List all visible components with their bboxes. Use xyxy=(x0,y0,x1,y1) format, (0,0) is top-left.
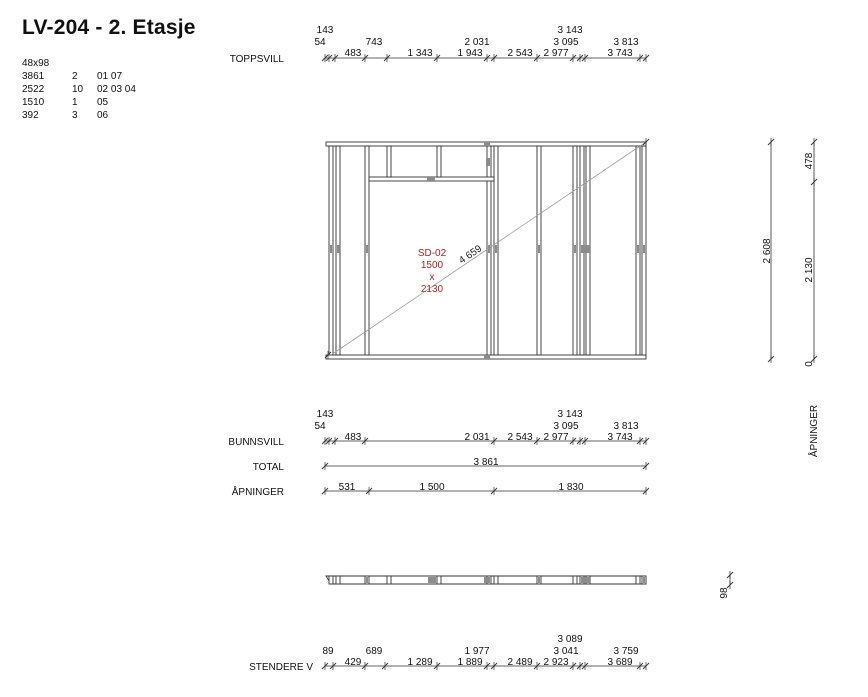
dim-value: 743 xyxy=(365,37,383,48)
cut-length: 3861 xyxy=(22,71,45,82)
zero-value: 0 xyxy=(804,361,815,367)
dim-value: 1 289 xyxy=(407,657,433,668)
dim-value: 2 031 xyxy=(464,37,490,48)
dim-value: 1 889 xyxy=(457,657,483,668)
dim-value: 3 041 xyxy=(553,646,579,657)
dim-value: 1 500 xyxy=(419,482,445,493)
dim-value: 1 943 xyxy=(457,48,483,59)
stendere-dimension xyxy=(249,634,649,673)
cut-length: 2522 xyxy=(22,84,45,95)
plan-view xyxy=(326,576,646,584)
cut-qty: 2 xyxy=(72,71,78,82)
dim-value: 143 xyxy=(316,25,334,36)
total-value: 3 861 xyxy=(473,457,499,468)
openings-label: ÅPNINGER xyxy=(231,487,284,498)
dim-value: 143 xyxy=(316,409,334,420)
dim-value: 531 xyxy=(338,482,356,493)
dim-value: 3 813 xyxy=(613,421,639,432)
dim-value: 2 977 xyxy=(543,48,569,59)
diagonal-value: 4 659 xyxy=(457,243,485,267)
dim-value: 3 089 xyxy=(557,634,583,645)
cut-parts: 06 xyxy=(97,110,109,121)
opening-height-value: 2 130 xyxy=(804,257,815,283)
profile-size: 48x98 xyxy=(22,58,50,69)
dim-value: 2 923 xyxy=(543,657,569,668)
dim-value: 3 813 xyxy=(613,37,639,48)
dim-value: 1 977 xyxy=(464,646,490,657)
plan-thickness-value: 98 xyxy=(719,587,730,599)
dim-value: 3 689 xyxy=(607,657,633,668)
dim-value: 483 xyxy=(344,48,362,59)
bunnsvill-label: BUNNSVILL xyxy=(228,437,284,448)
total-label: TOTAL xyxy=(252,462,284,473)
dim-value: 3 143 xyxy=(557,409,583,420)
right-dimensions xyxy=(762,138,820,457)
dim-value: 2 031 xyxy=(464,432,490,443)
dim-value: 54 xyxy=(314,421,326,432)
dim-value: 3 743 xyxy=(607,48,633,59)
openings-dimension xyxy=(232,482,649,498)
dim-value: 3 095 xyxy=(553,421,579,432)
stendere-label: STENDERE V xyxy=(249,662,313,673)
dim-value: 483 xyxy=(344,432,362,443)
cripple-stud xyxy=(387,146,391,177)
dim-value: 3 095 xyxy=(553,37,579,48)
dim-value: 54 xyxy=(314,37,326,48)
drawing-title: LV-204 - 2. Etasje xyxy=(22,16,196,39)
top-segment-value: 478 xyxy=(804,152,815,170)
toppsvill-label: TOPPSVILL xyxy=(229,54,284,65)
toppsvill-dimension xyxy=(230,25,649,65)
dim-value: 1 830 xyxy=(558,482,584,493)
opening-id: SD-02 xyxy=(417,248,447,259)
dim-value: 2 977 xyxy=(543,432,569,443)
dim-value: 2 543 xyxy=(507,432,533,443)
opening-x: x xyxy=(429,272,435,283)
cut-parts: 05 xyxy=(97,97,109,108)
opening-width: 1500 xyxy=(420,260,444,271)
cripple-stud xyxy=(437,146,441,177)
opening-label xyxy=(418,248,447,295)
cut-qty: 10 xyxy=(72,84,84,95)
cut-parts: 01 07 xyxy=(97,71,123,82)
dim-value: 3 143 xyxy=(557,25,583,36)
dim-value: 89 xyxy=(322,646,334,657)
dim-value: 2 543 xyxy=(507,48,533,59)
dim-value: 3 759 xyxy=(613,646,639,657)
cut-parts: 02 03 04 xyxy=(97,84,136,95)
dim-value: 429 xyxy=(344,657,362,668)
cut-qty: 3 xyxy=(72,110,78,121)
dim-value: 2 489 xyxy=(507,657,533,668)
plan-thickness-dim xyxy=(719,571,733,599)
dim-value: 689 xyxy=(365,646,383,657)
dim-value: 1 343 xyxy=(407,48,433,59)
cut-qty: 1 xyxy=(72,97,78,108)
opening-height: 2130 xyxy=(420,284,444,295)
total-dimension xyxy=(253,457,649,473)
wall-height-value: 2 608 xyxy=(762,238,773,264)
bunnsvill-dimension xyxy=(228,409,649,448)
cut-length: 392 xyxy=(22,110,39,121)
right-openings-label: ÅPNINGER xyxy=(809,404,820,458)
dim-value: 3 743 xyxy=(607,432,633,443)
cut-length: 1510 xyxy=(22,97,45,108)
